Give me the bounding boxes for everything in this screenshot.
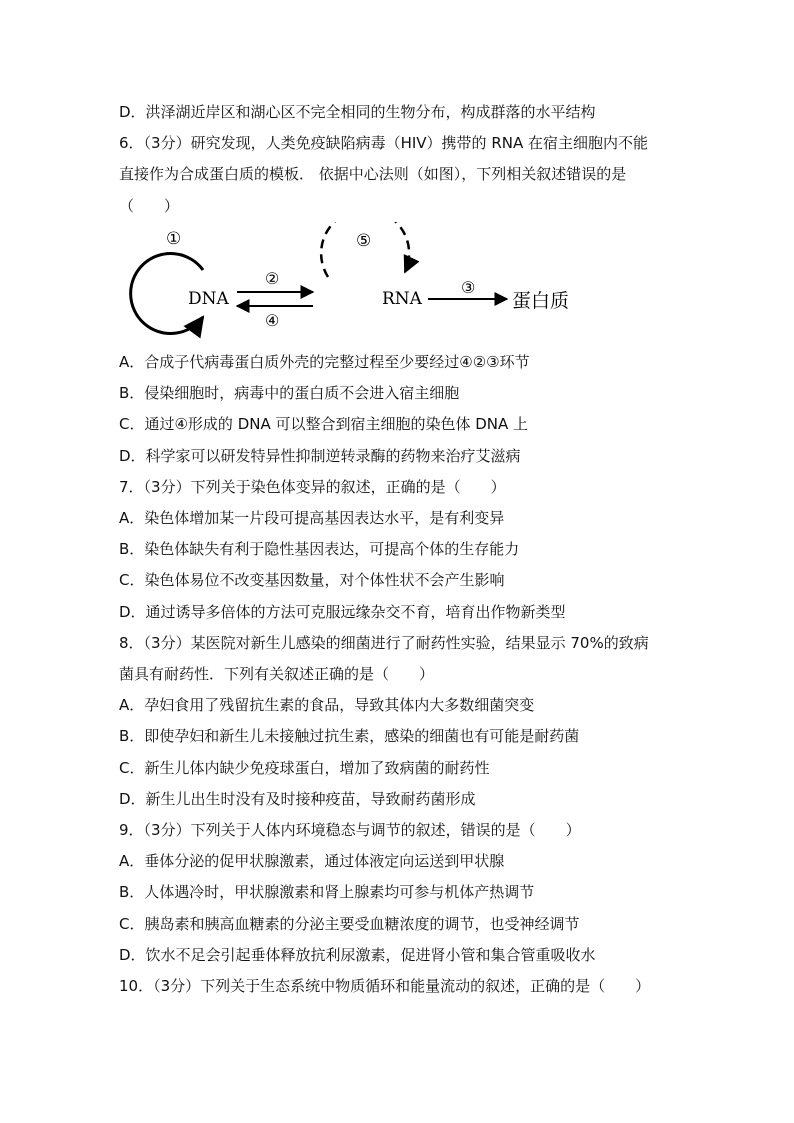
- question-6-bracket: （ ）: [119, 197, 180, 215]
- option-6a: A．合成子代病毒蛋白质外壳的完整过程至少要经过④②③环节: [119, 353, 530, 371]
- option-6b: B．侵染细胞时，病毒中的蛋白质不会进入宿主细胞: [119, 384, 460, 402]
- label-process-4: ④: [265, 311, 280, 330]
- rna-label: RNA: [382, 289, 422, 309]
- option-8d: D．新生儿出生时没有及时接种疫苗，导致耐药菌形成: [119, 790, 476, 808]
- option-8c: C．新生儿体内缺少免疫球蛋白，增加了致病菌的耐药性: [119, 759, 490, 777]
- question-7: 7．（3分）下列关于染色体变异的叙述，正确的是（ ）: [119, 478, 506, 496]
- label-process-3: ③: [461, 278, 476, 297]
- label-process-1: ①: [166, 229, 182, 249]
- label-process-2: ②: [265, 269, 280, 288]
- central-dogma-diagram: [110, 222, 590, 342]
- option-9d: D．饮水不足会引起垂体释放抗利尿激素，促进肾小管和集合管重吸收水: [119, 946, 596, 964]
- option-7d: D．通过诱导多倍体的方法可克服远缘杂交不育，培育出作物新类型: [119, 603, 566, 621]
- option-8a: A．孕妇食用了残留抗生素的食品，导致其体内大多数细菌突变: [119, 696, 535, 714]
- option-5d: D．洪泽湖近岸区和湖心区不完全相同的生物分布，构成群落的水平结构: [119, 103, 596, 121]
- question-6-line-1: 6．（3分）研究发现，人类免疫缺陷病毒（HIV）携带的 RNA 在宿主细胞内不能: [119, 134, 648, 152]
- option-6d: D．科学家可以研发特异性抑制逆转录酶的药物来治疗艾滋病: [119, 447, 521, 465]
- option-9a: A．垂体分泌的促甲状腺激素，通过体液定向运送到甲状腺: [119, 852, 505, 870]
- option-9b: B．人体遇冷时，甲状腺激素和肾上腺素均可参与机体产热调节: [119, 883, 535, 901]
- label-process-5: ⑤: [356, 231, 372, 251]
- question-9: 9．（3分）下列关于人体内环境稳态与调节的叙述，错误的是（ ）: [119, 821, 581, 839]
- option-9c: C．胰岛素和胰高血糖素的分泌主要受血糖浓度的调节，也受神经调节: [119, 915, 580, 933]
- question-8-line-2: 菌具有耐药性．下列有关叙述正确的是（ ）: [119, 665, 435, 683]
- option-7c: C．染色体易位不改变基因数量，对个体性状不会产生影响: [119, 571, 505, 589]
- option-7a: A．染色体增加某一片段可提高基因表达水平，是有利变异: [119, 509, 505, 527]
- option-8b: B．即使孕妇和新生儿未接触过抗生素，感染的细菌也有可能是耐药菌: [119, 727, 580, 745]
- option-6c: C．通过④形成的 DNA 可以整合到宿主细胞的染色体 DNA 上: [119, 415, 529, 433]
- question-10: 10．（3分）下列关于生态系统中物质循环和能量流动的叙述，正确的是（ ）: [119, 977, 651, 995]
- question-8-line-1: 8．（3分）某医院对新生儿感染的细菌进行了耐药性实验，结果显示 70%的致病: [119, 634, 649, 652]
- dna-label: DNA: [188, 289, 229, 309]
- protein-label: 蛋白质: [512, 290, 570, 312]
- question-6-line-2: 直接作为合成蛋白质的模板． 依据中心法则（如图），下列相关叙述错误的是: [119, 165, 627, 183]
- option-7b: B．染色体缺失有利于隐性基因表达，可提高个体的生存能力: [119, 540, 520, 558]
